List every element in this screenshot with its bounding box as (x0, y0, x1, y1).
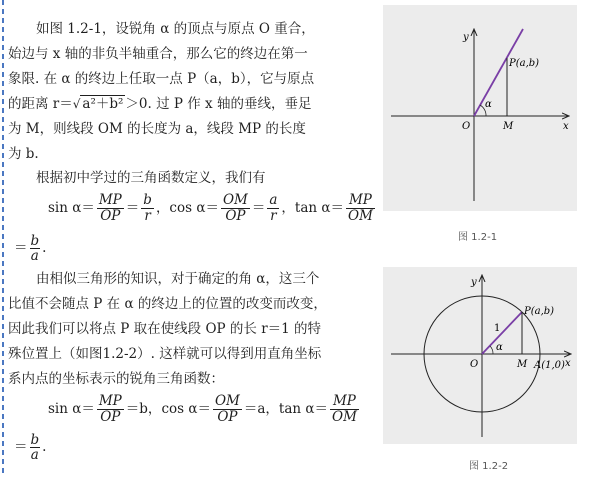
fig2-p-label: P(a,b) (524, 306, 555, 317)
f1-tan-num: MP (346, 193, 375, 209)
figure2-panel (383, 267, 577, 444)
f2-tan-num: MP (330, 394, 359, 410)
f2-sin-den: OP (100, 409, 121, 425)
para1-line5: 为 M，则线段 OM 的长度为 a，线段 MP 的长度 (8, 121, 306, 137)
para1-line2: 始边与 x 轴的非负半轴重合，那么它的终边在第一 (8, 46, 308, 62)
para3-line4: 殊位置上（如图1.2-2）. 这样就可以得到用直角坐标 (8, 346, 322, 362)
f2-cos-den: OP (217, 409, 238, 425)
para1-line4: 的距离 r＝√ a²＋b² ＞0. 过 P 作 x 轴的垂线，垂足 (8, 96, 312, 112)
fig1-terminal-side (474, 29, 523, 116)
f1-eq2: ＝ (251, 200, 266, 216)
fig1-p-label: P(a,b) (509, 58, 540, 69)
para3-line3: 因此我们可以将点 P 取在使线段 OP 的长 r＝1 的特 (8, 321, 322, 337)
f1-tan-lhs: ，tan α＝ (281, 200, 344, 216)
figure2-diagram (383, 267, 577, 444)
f1-sin-num: MP (98, 192, 122, 208)
formula2-row (48, 394, 361, 425)
f1-cos-num: OM (222, 192, 248, 208)
figure1-panel (383, 5, 577, 211)
f1-sin-num2: b (143, 192, 152, 208)
f2-cos-lhs: cos α＝ (161, 401, 211, 417)
f1-tan-den: OM (348, 208, 373, 224)
f1-sin-den2: r (144, 208, 151, 224)
f1-cont-num: b (30, 233, 40, 249)
f2-cos-rhs: ＝a， (243, 401, 279, 417)
f2-tan-lhs: tan α＝ (278, 401, 328, 417)
f2-cont-eq: ＝ (14, 439, 28, 455)
fig1-y-label: y (463, 32, 469, 43)
f2-period: . (42, 439, 47, 455)
fig2-origin-label: O (470, 359, 479, 370)
fig2-m-label: M (517, 359, 528, 370)
fig2-a-label: A(1,0) (534, 360, 565, 371)
f2-cos-num: OM (214, 393, 240, 409)
para1-line4-pre: 的距离 r＝ (8, 96, 73, 112)
f2-cont-den: a (30, 447, 39, 463)
f1-cont-den: a (30, 248, 39, 264)
f1-cos-den2: r (270, 208, 277, 224)
para1-line1: 如图 1.2-1，设锐角 α 的顶点与原点 O 重合， (36, 21, 315, 37)
formula2-continuation (14, 433, 46, 462)
fig2-angle-arc (490, 346, 493, 354)
figure2-caption: 图 1.2-2 (469, 461, 509, 472)
fig1-alpha-label: α (485, 99, 492, 110)
f2-sin-lhs: sin α＝ (48, 401, 95, 417)
para1-line3: 象限. 在 α 的终边上任取一点 P（a，b），它与原点 (8, 71, 315, 87)
f1-sin-lhs: sin α＝ (48, 200, 95, 216)
para3-line2: 比值不会随点 P 在 α 的终边上的位置的改变而改变， (8, 296, 327, 312)
para1-line4-post: ＞0. 过 P 作 x 轴的垂线，垂足 (125, 96, 312, 112)
f1-cont-eq: ＝ (14, 240, 28, 256)
fig1-m-label: M (503, 121, 514, 132)
f1-cos-num2: a (269, 192, 278, 208)
f1-cos-den: OP (225, 208, 246, 224)
para2-line1: 根据初中学过的三角函数定义，我们有 (36, 170, 266, 186)
f1-sin-den: OP (100, 208, 121, 224)
sqrt-radicand: a²＋b² (82, 96, 124, 112)
para3-line1: 由相似三角形的知识，对于确定的角 α，这三个 (36, 271, 320, 287)
fig1-x-label: x (563, 121, 569, 132)
f2-tan-den: OM (332, 409, 357, 425)
f1-period: . (42, 240, 47, 256)
formula1-row (48, 193, 377, 224)
figure1-caption: 图 1.2-1 (458, 232, 498, 243)
f2-sin-rhs: ＝b， (125, 401, 162, 417)
f1-cos-lhs: ，cos α＝ (155, 200, 219, 216)
fig2-x-label: x (565, 358, 571, 369)
fig2-alpha-label: α (496, 342, 503, 353)
margin-dashed-rule (2, 0, 4, 477)
f1-eq: ＝ (125, 200, 140, 216)
f2-sin-num: MP (98, 393, 122, 409)
fig2-radius-label: 1 (494, 323, 501, 334)
f2-cont-num: b (30, 432, 40, 448)
para1-line6: 为 b. (8, 146, 39, 162)
figure1-diagram (383, 5, 577, 211)
para3-line5: 系内点的坐标表示的锐角三角函数： (8, 371, 224, 387)
formula1-continuation (14, 234, 46, 263)
fig1-origin-label: O (462, 121, 471, 132)
fig2-y-label: y (471, 277, 477, 288)
